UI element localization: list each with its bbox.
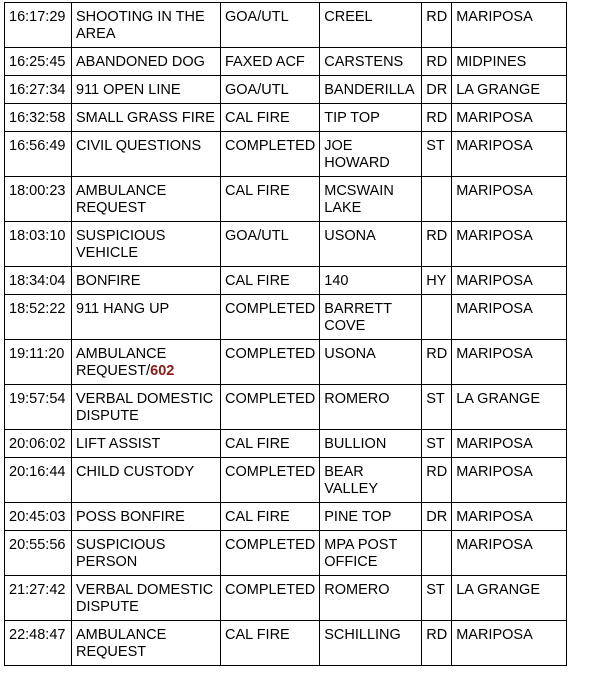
city-text: MARIPOSA [456, 301, 533, 317]
disposition-text: COMPLETED [225, 301, 316, 317]
street-text: BANDERILLA [324, 82, 415, 98]
table-row [5, 385, 567, 430]
street-suffix-cell [422, 531, 452, 576]
city-cell [452, 295, 567, 340]
disposition-text: GOA/UTL [225, 82, 289, 98]
disposition-text: GOA/UTL [225, 9, 289, 25]
street-cell [320, 385, 422, 430]
street-suffix-text: ST [426, 436, 445, 452]
time-text: 16:32:58 [9, 110, 66, 126]
table-row [5, 503, 567, 531]
city-cell [452, 177, 567, 222]
call-type-cell [72, 531, 221, 576]
time-text: 21:27:42 [9, 582, 66, 598]
call-type-cell [72, 576, 221, 621]
table-row [5, 621, 567, 666]
city-text: LA GRANGE [456, 82, 541, 98]
city-text: LA GRANGE [456, 582, 541, 598]
street-cell [320, 3, 422, 48]
call-type-text: ABANDONED DOG [76, 54, 205, 70]
street-cell [320, 503, 422, 531]
city-cell [452, 576, 567, 621]
disposition-cell [221, 503, 320, 531]
table-row [5, 458, 567, 503]
city-cell [452, 76, 567, 104]
city-text: MARIPOSA [456, 346, 533, 362]
city-text: LA GRANGE [456, 391, 541, 407]
street-suffix-text: RD [426, 627, 448, 643]
street-suffix-text: RD [426, 54, 448, 70]
call-type-cell [72, 385, 221, 430]
time-text: 16:25:45 [9, 54, 66, 70]
disposition-cell [221, 295, 320, 340]
city-cell [452, 621, 567, 666]
street-text: 140 [324, 273, 349, 289]
call-type-text: 911 HANG UP [76, 301, 170, 317]
call-type-cell [72, 132, 221, 177]
city-cell [452, 132, 567, 177]
table-row [5, 132, 567, 177]
disposition-text: CAL FIRE [225, 110, 290, 126]
street-suffix-text: HY [426, 273, 447, 289]
time-text: 20:16:44 [9, 464, 66, 480]
call-type-cell [72, 430, 221, 458]
street-cell [320, 76, 422, 104]
street-text: BULLION [324, 436, 387, 452]
disposition-cell [221, 385, 320, 430]
street-cell [320, 267, 422, 295]
street-suffix-cell [422, 3, 452, 48]
disposition-cell [221, 3, 320, 48]
disposition-cell [221, 76, 320, 104]
call-type-cell [72, 295, 221, 340]
street-text: SCHILLING [324, 627, 401, 643]
street-text: BEAR VALLEY [324, 464, 378, 497]
street-cell [320, 458, 422, 503]
street-suffix-cell [422, 576, 452, 621]
call-type-cell [72, 458, 221, 503]
time-cell [5, 267, 72, 295]
disposition-text: CAL FIRE [225, 273, 290, 289]
disposition-text: COMPLETED [225, 464, 316, 480]
street-suffix-text: RD [426, 228, 448, 244]
street-text: TIP TOP [324, 110, 380, 126]
call-type-text: VERBAL DOMESTIC DISPUTE [76, 582, 214, 615]
street-suffix-cell [422, 621, 452, 666]
time-text: 16:27:34 [9, 82, 66, 98]
time-cell [5, 458, 72, 503]
time-text: 20:06:02 [9, 436, 66, 452]
disposition-cell [221, 222, 320, 267]
table-row [5, 267, 567, 295]
time-text: 16:56:49 [9, 138, 66, 154]
disposition-text: CAL FIRE [225, 183, 290, 199]
street-cell [320, 531, 422, 576]
street-suffix-text: ST [426, 582, 445, 598]
street-suffix-cell [422, 177, 452, 222]
table-row [5, 177, 567, 222]
city-text: MARIPOSA [456, 436, 533, 452]
disposition-cell [221, 177, 320, 222]
call-type-cell [72, 3, 221, 48]
disposition-cell [221, 531, 320, 576]
call-type-cell [72, 340, 221, 385]
city-cell [452, 340, 567, 385]
city-text: MARIPOSA [456, 110, 533, 126]
disposition-text: CAL FIRE [225, 436, 290, 452]
time-text: 18:00:23 [9, 183, 66, 199]
time-cell [5, 295, 72, 340]
time-text: 20:55:56 [9, 537, 66, 553]
city-cell [452, 3, 567, 48]
city-cell [452, 267, 567, 295]
disposition-text: CAL FIRE [225, 509, 290, 525]
time-cell [5, 576, 72, 621]
disposition-cell [221, 458, 320, 503]
street-cell [320, 48, 422, 76]
call-type-text: BONFIRE [76, 273, 141, 289]
street-suffix-text: RD [426, 110, 448, 126]
disposition-text: FAXED ACF [225, 54, 305, 70]
street-text: CREEL [324, 9, 373, 25]
disposition-cell [221, 430, 320, 458]
city-cell [452, 222, 567, 267]
street-text: USONA [324, 346, 376, 362]
disposition-text: COMPLETED [225, 537, 316, 553]
street-text: MCSWAIN LAKE [324, 183, 394, 216]
street-cell [320, 576, 422, 621]
call-type-text: POSS BONFIRE [76, 509, 185, 525]
street-cell [320, 430, 422, 458]
street-cell [320, 222, 422, 267]
call-type-text: LIFT ASSIST [76, 436, 161, 452]
street-suffix-cell [422, 267, 452, 295]
street-cell [320, 132, 422, 177]
city-text: MIDPINES [456, 54, 527, 70]
call-type-text: AMBULANCE REQUEST [76, 627, 167, 660]
street-suffix-cell [422, 48, 452, 76]
call-type-text: VERBAL DOMESTIC DISPUTE [76, 391, 214, 424]
table-row [5, 76, 567, 104]
street-text: USONA [324, 228, 376, 244]
table-row [5, 222, 567, 267]
city-cell [452, 430, 567, 458]
time-text: 20:45:03 [9, 509, 66, 525]
street-cell [320, 340, 422, 385]
city-text: MARIPOSA [456, 138, 533, 154]
city-text: MARIPOSA [456, 537, 533, 553]
city-cell [452, 48, 567, 76]
city-text: MARIPOSA [456, 183, 533, 199]
table-row [5, 104, 567, 132]
street-text: ROMERO [324, 582, 390, 598]
call-type-text: AMBULANCE REQUEST [76, 183, 167, 216]
city-cell [452, 458, 567, 503]
disposition-text: COMPLETED [225, 346, 316, 362]
street-cell [320, 621, 422, 666]
street-text: CARSTENS [324, 54, 404, 70]
time-cell [5, 340, 72, 385]
call-log-body [5, 3, 567, 666]
street-suffix-cell [422, 503, 452, 531]
call-type-cell [72, 48, 221, 76]
street-suffix-cell [422, 385, 452, 430]
city-text: MARIPOSA [456, 228, 533, 244]
city-text: MARIPOSA [456, 9, 533, 25]
call-type-cell [72, 222, 221, 267]
street-cell [320, 177, 422, 222]
table-row [5, 531, 567, 576]
call-type-cell [72, 76, 221, 104]
street-cell [320, 104, 422, 132]
disposition-text: COMPLETED [225, 582, 316, 598]
disposition-cell [221, 267, 320, 295]
time-text: 18:52:22 [9, 301, 66, 317]
table-row [5, 340, 567, 385]
call-type-cell [72, 104, 221, 132]
table-row [5, 295, 567, 340]
street-text: JOE HOWARD [324, 138, 390, 171]
disposition-cell [221, 132, 320, 177]
call-type-text: SUSPICIOUS VEHICLE [76, 228, 166, 261]
time-text: 16:17:29 [9, 9, 66, 25]
street-cell [320, 295, 422, 340]
call-type-cell [72, 177, 221, 222]
time-cell [5, 104, 72, 132]
disposition-cell [221, 104, 320, 132]
table-row [5, 3, 567, 48]
street-suffix-cell [422, 430, 452, 458]
time-cell [5, 48, 72, 76]
call-log-table [4, 2, 567, 666]
disposition-text: GOA/UTL [225, 228, 289, 244]
disposition-cell [221, 576, 320, 621]
disposition-cell [221, 48, 320, 76]
time-cell [5, 621, 72, 666]
street-suffix-cell [422, 132, 452, 177]
city-cell [452, 385, 567, 430]
city-text: MARIPOSA [456, 273, 533, 289]
street-suffix-text: ST [426, 138, 445, 154]
unit-number: 602 [150, 363, 175, 379]
disposition-text: CAL FIRE [225, 627, 290, 643]
street-suffix-cell [422, 104, 452, 132]
table-row [5, 48, 567, 76]
time-cell [5, 222, 72, 267]
city-text: MARIPOSA [456, 627, 533, 643]
street-suffix-cell [422, 76, 452, 104]
time-text: 19:11:20 [9, 346, 65, 362]
time-text: 19:57:54 [9, 391, 66, 407]
street-suffix-text: ST [426, 391, 445, 407]
street-suffix-cell [422, 458, 452, 503]
call-type-cell [72, 503, 221, 531]
table-row [5, 430, 567, 458]
street-suffix-cell [422, 295, 452, 340]
street-text: MPA POST OFFICE [324, 537, 398, 570]
time-cell [5, 385, 72, 430]
disposition-text: COMPLETED [225, 138, 316, 154]
time-cell [5, 3, 72, 48]
call-type-text: SUSPICIOUS PERSON [76, 537, 166, 570]
call-type-text: SHOOTING IN THE AREA [76, 9, 205, 42]
call-type-cell [72, 267, 221, 295]
call-type-cell [72, 621, 221, 666]
street-suffix-cell [422, 340, 452, 385]
time-cell [5, 531, 72, 576]
street-suffix-text: RD [426, 9, 448, 25]
street-text: PINE TOP [324, 509, 392, 525]
city-text: MARIPOSA [456, 509, 533, 525]
street-suffix-text: DR [426, 509, 448, 525]
street-text: ROMERO [324, 391, 390, 407]
table-row [5, 576, 567, 621]
city-cell [452, 531, 567, 576]
disposition-cell [221, 340, 320, 385]
street-text: BARRETT COVE [324, 301, 392, 334]
time-cell [5, 76, 72, 104]
time-cell [5, 430, 72, 458]
time-text: 18:03:10 [9, 228, 66, 244]
street-suffix-cell [422, 222, 452, 267]
call-type-text: CHILD CUSTODY [76, 464, 195, 480]
call-type-text: AMBULANCE REQUEST/ [76, 346, 167, 379]
time-cell [5, 132, 72, 177]
street-suffix-text: RD [426, 464, 448, 480]
street-suffix-text: RD [426, 346, 448, 362]
city-text: MARIPOSA [456, 464, 533, 480]
disposition-text: COMPLETED [225, 391, 316, 407]
call-type-text: CIVIL QUESTIONS [76, 138, 202, 154]
disposition-cell [221, 621, 320, 666]
city-cell [452, 104, 567, 132]
street-suffix-text: DR [426, 82, 448, 98]
city-cell [452, 503, 567, 531]
time-text: 18:34:04 [9, 273, 66, 289]
call-type-text: 911 OPEN LINE [76, 82, 181, 98]
call-type-text: SMALL GRASS FIRE [76, 110, 215, 126]
time-cell [5, 177, 72, 222]
time-text: 22:48:47 [9, 627, 66, 643]
time-cell [5, 503, 72, 531]
